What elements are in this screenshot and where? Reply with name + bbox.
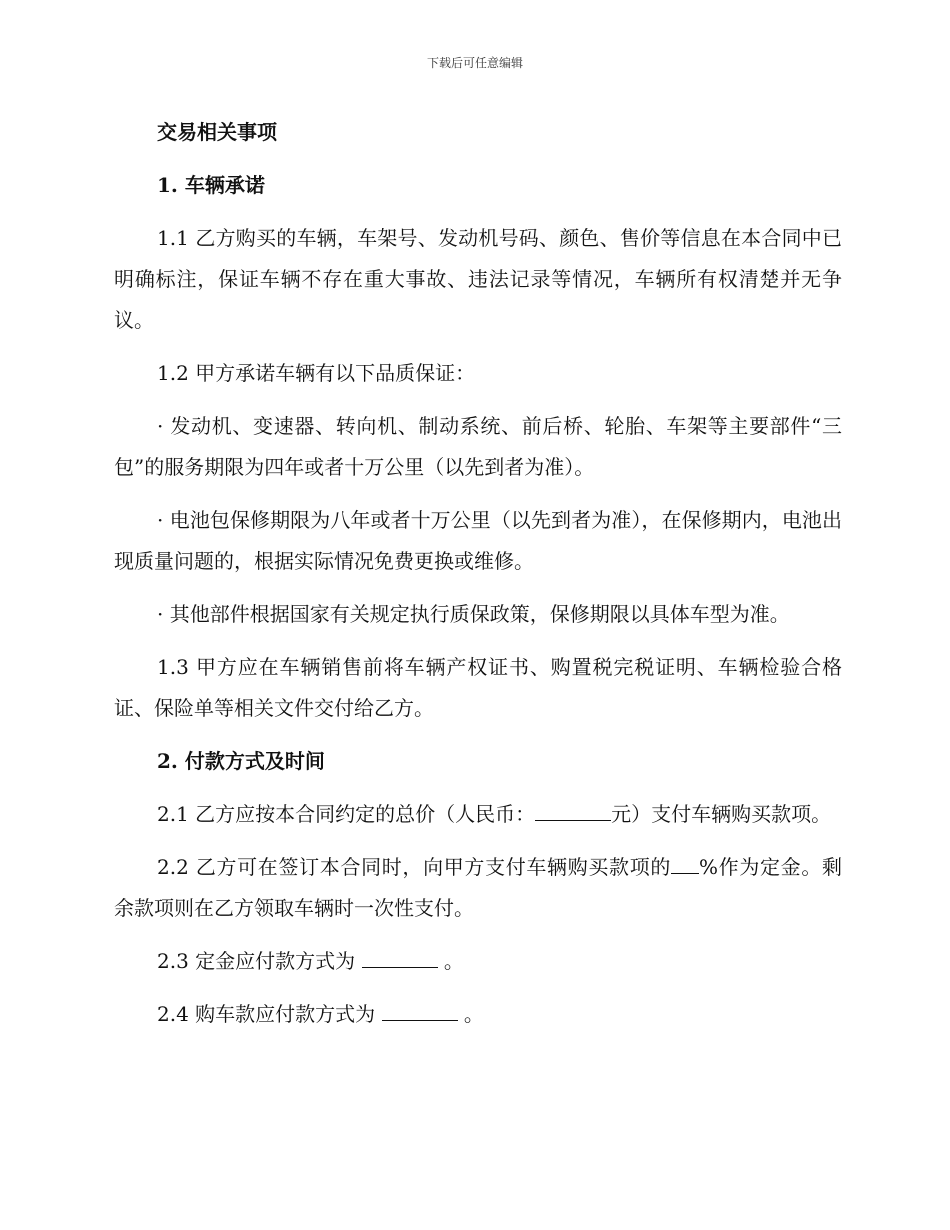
paragraph-2-1-end: 元）支付车辆购买款项。: [611, 802, 832, 826]
paragraph-2-2-end: %作为定金。剩余款项则在乙方领取车辆时一次性支付。: [114, 855, 842, 920]
paragraph-2-1-start: 2.1 乙方应按本合同约定的总价（人民币：: [157, 802, 536, 826]
paragraph-2-4-end: 。: [463, 1002, 484, 1026]
bullet-battery: · 电池包保修期限为八年或者十万公里（以先到者为准），在保修期内，电池出现质量问题的，根据实际情况免费更换或维修。: [114, 508, 842, 573]
bullet-other-parts: · 其他部件根据国家有关规定执行质保政策，保修期限以具体车型为准。: [157, 602, 790, 626]
paragraph-1-1: 1.1 乙方购买的车辆，车架号、发动机号码、颜色、售价等信息在本合同中已明确标注，保证车辆不存在重大事故、违法记录等情况，车辆所有权清楚并无争议。: [114, 226, 842, 332]
paragraph-1-2: 1.2 甲方承诺车辆有以下品质保证：: [157, 361, 476, 385]
paragraph-2-3: [114, 941, 842, 982]
paragraph-2-3-start: 2.3 定金应付款方式为: [157, 949, 356, 973]
document-body: [114, 112, 842, 1047]
paragraph-2-2-start: 2.2 乙方可在签订本合同时，向甲方支付车辆购买款项的: [157, 855, 672, 879]
paragraph-2-3-end: 。: [443, 949, 464, 973]
paragraph-1-3: 1.3 甲方应在车辆销售前将车辆产权证书、购置税完税证明、车辆检验合格证、保险单等相关文件交付给乙方。: [114, 655, 842, 720]
bullet-major-parts: · 发动机、变速器、转向机、制动系统、前后桥、轮胎、车架等主要部件“三包”的服务期限为四年或者十万公里（以先到者为准）。: [114, 414, 842, 479]
deposit-method-blank[interactable]: [362, 945, 438, 968]
paragraph-2-1: [114, 794, 842, 835]
paragraph-2-4-start: 2.4 购车款应付款方式为: [157, 1002, 376, 1026]
section-title: 交易相关事项: [157, 120, 277, 144]
heading-payment: 2. 付款方式及时间: [157, 749, 325, 773]
deposit-percent-blank[interactable]: [671, 851, 699, 874]
purchase-method-blank[interactable]: [382, 998, 458, 1021]
total-price-blank[interactable]: [535, 798, 611, 821]
paragraph-2-4: [114, 994, 842, 1035]
paragraph-2-2: [114, 847, 842, 929]
page-header: 下载后可任意编辑: [426, 56, 523, 70]
heading-vehicle-commitment: 1. 车辆承诺: [157, 173, 265, 197]
